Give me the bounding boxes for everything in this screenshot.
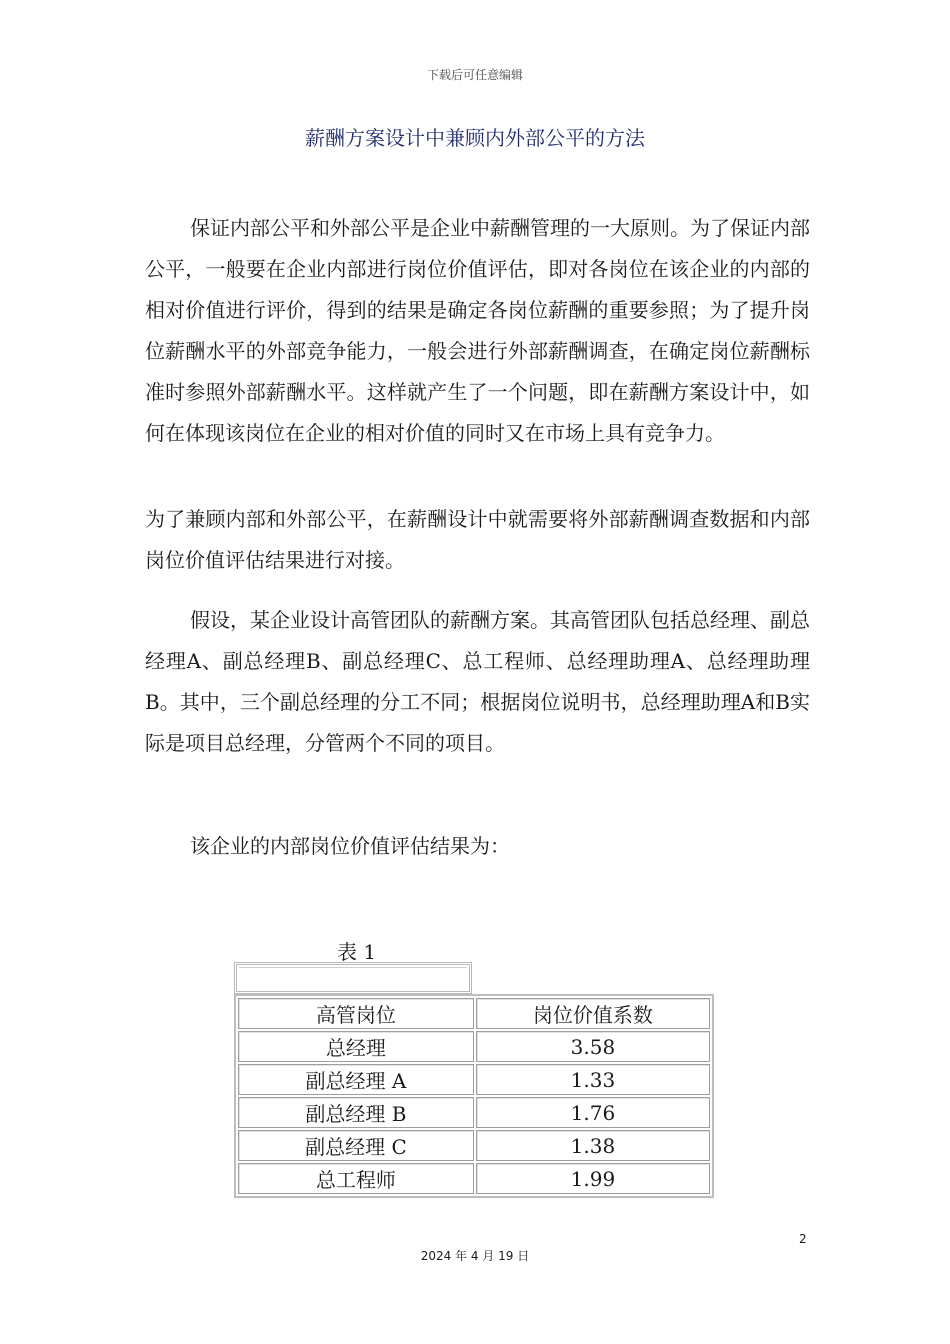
position-cell: 副总经理 C	[238, 1130, 474, 1161]
paragraph-results-intro: 该企业的内部岗位价值评估结果为：	[190, 834, 510, 858]
table-header-row	[238, 998, 710, 1029]
position-cell: 副总经理 A	[238, 1064, 474, 1095]
table-row	[238, 1163, 710, 1194]
table-empty-header-cell	[234, 962, 472, 994]
coefficient-cell: 1.99	[476, 1163, 710, 1194]
table-row	[238, 1097, 710, 1128]
table-caption: 表 1	[337, 940, 377, 964]
table-row	[238, 1130, 710, 1161]
table-header-cell: 高管岗位	[238, 998, 474, 1029]
position-cell: 副总经理 B	[238, 1097, 474, 1128]
coefficient-cell: 1.38	[476, 1130, 710, 1161]
paragraph-assumption: 假设，某企业设计高管团队的薪酬方案。其高管团队包括总经理、副总经理A、副总经理B、副总经理C、总工程师、总经理助理A、总经理助理B。其中，三个副总经理的分工不同；根据岗位说明书，总经理助理A和B实际是项目总经理，分管两个不同的项目。	[145, 608, 810, 755]
coefficient-cell: 1.33	[476, 1064, 710, 1095]
table-header-cell: 岗位价值系数	[476, 998, 710, 1029]
table-row	[238, 1031, 710, 1062]
page-number: 2	[799, 1232, 807, 1246]
position-value-table	[234, 994, 714, 1198]
coefficient-cell: 3.58	[476, 1031, 710, 1062]
paragraph-approach: 为了兼顾内部和外部公平，在薪酬设计中就需要将外部薪酬调查数据和内部岗位价值评估结果进行对接。	[145, 507, 810, 572]
header-note: 下载后可任意编辑	[426, 68, 523, 82]
paragraph-intro: 保证内部公平和外部公平是企业中薪酬管理的一大原则。为了保证内部公平，一般要在企业内部进行岗位价值评估，即对各岗位在该企业的内部的相对价值进行评价，得到的结果是确定各岗位薪酬的重要参照；为了提升岗位薪酬水平的外部竞争能力，一般会进行外部薪酬调查，在确定岗位薪酬标准时参照外部薪酬水平。这样就产生了一个问题，即在薪酬方案设计中，如何在体现该岗位在企业的相对价值的同时又在市场上具有竞争力。	[145, 216, 810, 445]
document-title: 薪酬方案设计中兼顾内外部公平的方法	[305, 126, 645, 150]
coefficient-cell: 1.76	[476, 1097, 710, 1128]
footer-date: 2024 年 4 月 19 日	[420, 1249, 530, 1263]
position-cell: 总经理	[238, 1031, 474, 1062]
position-cell: 总工程师	[238, 1163, 474, 1194]
table-row	[238, 1064, 710, 1095]
